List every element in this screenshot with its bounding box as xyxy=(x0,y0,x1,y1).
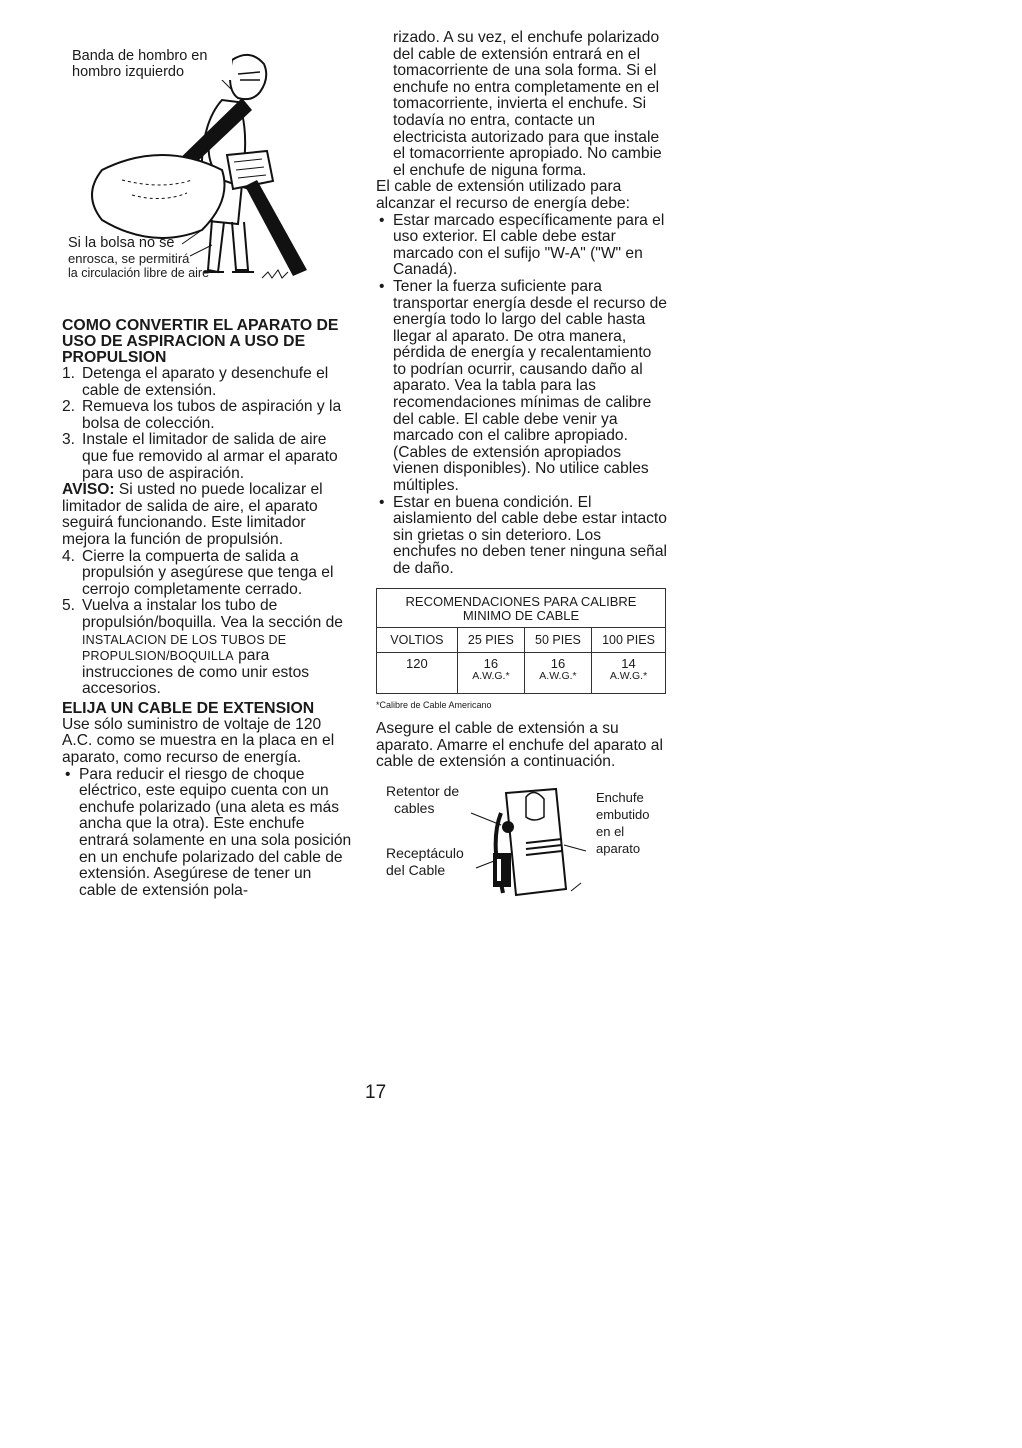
convert-heading: COMO CONVERTIR EL APARATO DE USO DE ASPIRACION A USO DE PROPULSION xyxy=(62,317,339,366)
extension-cord-heading: ELIJA UN CABLE DE EXTENSION xyxy=(62,699,315,717)
cord-requirements-intro: El cable de extensión utilizado para alcanzar el recurso de energía debe: xyxy=(376,178,630,212)
voltage-paragraph: Use sólo suministro de voltaje de 120 A.C. como se muestra en la placa en el aparato, como recurso de energía. xyxy=(62,715,335,767)
shoulder-strap-illustration xyxy=(62,30,352,320)
polarized-continued: rizado. A su vez, el enchufe polarizado del cable de extensión entrará en el tomacorriente de una sola forma. Si el enchufe no entra completamente en el tomacorriente, invierta el enchufe. Si todavía no entra, contacte un electricista autorizado para que instale el tomacorriente apropiado. No cambie el enchufe de niguna forma. xyxy=(393,29,662,179)
header-25: 25 PIES xyxy=(457,627,524,652)
gauge-table-title: RECOMENDACIONES PARA CALIBRE MINIMO DE CABLE xyxy=(377,588,666,627)
step-item: 3. Instale el limitador de salida de aire que fue removido al armar el aparato para uso de aspiración. xyxy=(62,431,338,482)
cell-50: 16 A.W.G.* xyxy=(524,652,591,693)
polarized-plug-list xyxy=(62,767,352,900)
step-item: 4. Cierre la compuerta de salida a propulsión y asegúrese que tenga el cerrojo completamente cerrado. xyxy=(62,547,334,598)
retentor-label: Retentor de cables xyxy=(386,782,460,816)
bullet-item: • Estar en buena condición. El aislamiento del cable debe estar intacto sin grietas o sin deterioro. Los enchufes no deben tener ninguna señal de daño. xyxy=(379,493,667,577)
shoulder-strap-label: Banda de hombro en hombro izquierdo xyxy=(72,49,232,80)
step-item: 5. Vuelva a instalar los tubo de propulsión/boquilla. Vea la sección de INSTALACION DE LOS TUBOS DE PROPULSION/BOQUILLA para instrucciones de como unir estos accesorios. xyxy=(62,597,343,698)
step-item: 1. Detenga el aparato y desenchufe el cable de extensión. xyxy=(62,365,329,399)
receptaculo-label: Receptáculo del Cable xyxy=(386,844,464,878)
header-volts: VOLTIOS xyxy=(377,627,458,652)
bullet-item: • Tener la fuerza suficiente para transportar energía desde el recurso de energía todo lo largo del cable hasta llegar al aparato. De otra manera, pérdida de energía y recalentamiento to podrían ocurrir, causando daño al aparato. Vea la tabla para las recomendaciones mínimas de calibre del cable. El cable debe venir ya marcado con el calibre apropiado. (Cables de extensión apropiados vienen disponibles). No utilice cables múltiples. xyxy=(379,277,667,495)
secure-cord-paragraph: Asegure el cable de extensión a su aparato. Amarre el enchufe del aparato al cable de extensión a continuación. xyxy=(376,720,663,771)
cord-retainer-illustration xyxy=(376,783,666,903)
cell-volts: 120 xyxy=(377,652,458,693)
right-column xyxy=(376,30,668,903)
header-100: 100 PIES xyxy=(592,627,666,652)
gauge-table xyxy=(376,588,666,694)
left-column xyxy=(62,30,352,899)
bag-note-label: Si la bolsa no se enrosca, se permitirá la circulación libre de aire xyxy=(68,235,210,280)
step-item: 2. Remueva los tubos de aspiración y la bolsa de colección. xyxy=(62,398,342,432)
convert-steps-continued xyxy=(62,549,352,698)
bullet-item: • Estar marcado específicamente para el uso exterior. El cable debe estar marcado con el sufijo "W-A" ("W" en Canadá). xyxy=(379,211,665,279)
cell-100: 14 A.W.G.* xyxy=(592,652,666,693)
page-number: 17 xyxy=(365,1082,387,1103)
header-50: 50 PIES xyxy=(524,627,591,652)
bullet-item: • Para reducir el riesgo de choque eléctrico, este equipo cuenta con un enchufe polarizado (una aleta es más ancha que la otra). Este enchufe entrará solamente en una sola posición en un enchufe polarizado del cable de extensión. Asegúrese de tener un cable de extensión pola- xyxy=(65,765,352,899)
enchufe-label: Enchufe embutido en el aparato xyxy=(596,789,650,856)
cord-requirements-list xyxy=(376,213,668,578)
convert-steps xyxy=(62,366,352,482)
aviso-note: AVISO: Si usted no puede localizar el limitador de salida de aire, el aparato seguirá funcionando. Este limitador mejora la función de propulsión. xyxy=(62,481,323,548)
table-footnote: *Calibre de Cable Americano xyxy=(376,699,492,710)
cell-25: 16 A.W.G.* xyxy=(457,652,524,693)
